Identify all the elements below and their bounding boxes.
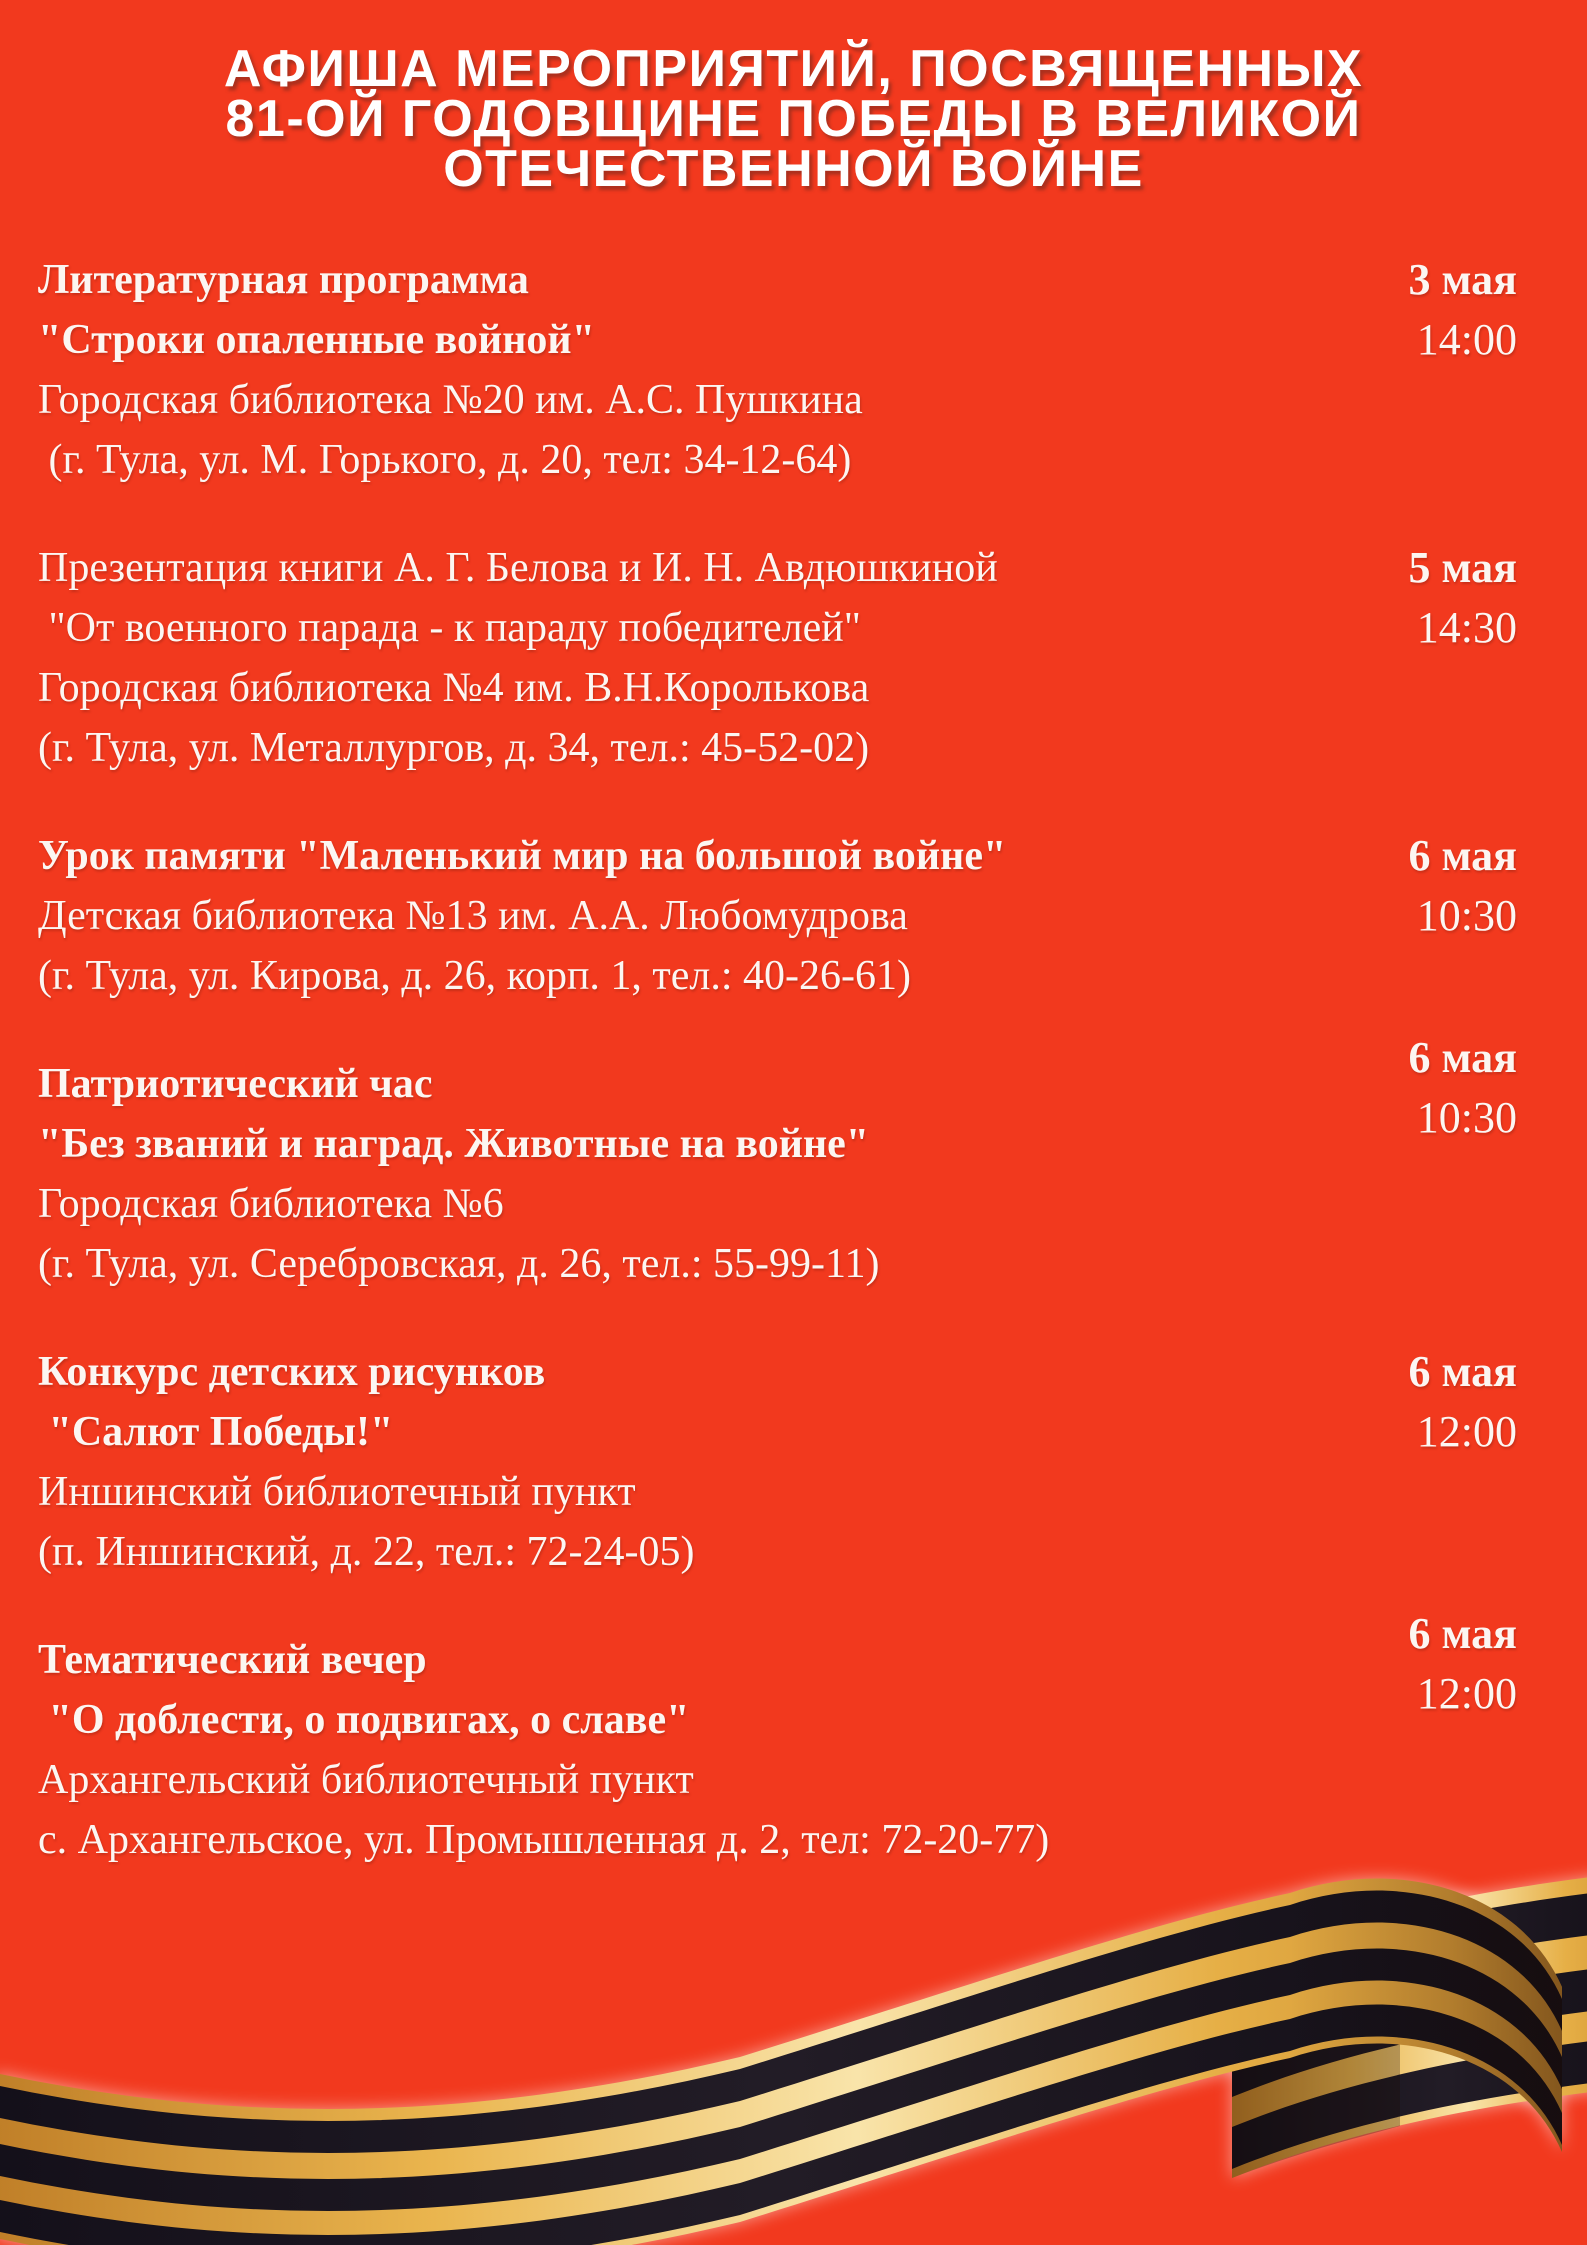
event-text: [38, 1054, 1379, 1294]
event-detail-line: Архангельский библиотечный пункт: [38, 1757, 694, 1803]
event-date: 6 мая: [1408, 1347, 1517, 1396]
ribbon-stripe: [0, 1891, 1562, 2153]
event-text: [38, 538, 1379, 778]
event-when: [1379, 1342, 1517, 1462]
event-when: [1379, 250, 1517, 370]
event-title-line: "Салют Победы!": [38, 1409, 394, 1455]
ribbon-stripe: [1290, 1879, 1562, 2152]
events-list: [0, 194, 1587, 1870]
ribbon-stripe: [1232, 1885, 1587, 2021]
event-row: [38, 250, 1517, 490]
ribbon-stripe: [1232, 1869, 1587, 2178]
ribbon-stripe: [0, 1879, 1562, 2245]
ribbon-stripe: [0, 2005, 1562, 2245]
event-title-line: "Без званий и наград. Животные на войне": [38, 1121, 870, 1167]
ribbon-stripe: [1232, 1869, 1587, 2178]
event-when: [1379, 1028, 1517, 1148]
event-detail-line: (г. Тула, ул. Кирова, д. 26, корп. 1, тел.: 40-26-61): [38, 953, 912, 999]
event-date: 3 мая: [1408, 255, 1517, 304]
event-detail-line: (г. Тула, ул. Серебровская, д. 26, тел.: 55-99-11): [38, 1241, 880, 1287]
event-title-line: "Строки опаленные войной": [38, 317, 595, 363]
ribbon-stripe: [1232, 2033, 1587, 2169]
event-when: [1379, 538, 1517, 658]
event-text: [38, 1630, 1379, 1870]
poster-title-line-3: ОТЕЧЕСТВЕННОЙ ВОЙНЕ: [443, 140, 1144, 198]
event-time: 14:30: [1416, 603, 1517, 652]
ribbon-stripe: [1232, 1911, 1400, 2178]
event-row: [38, 1342, 1517, 1582]
event-title-line: "О доблести, о подвигах, о славе": [38, 1697, 690, 1743]
event-when: [1379, 826, 1517, 946]
event-title-line: Патриотический час: [38, 1061, 433, 1107]
event-time: 10:30: [1416, 1093, 1517, 1142]
st-george-ribbon-svg: [0, 1845, 1587, 2245]
event-title-line: Урок памяти "Маленький мир на большой войне": [38, 833, 1007, 879]
poster-title: [0, 0, 1587, 198]
event-detail-line: Детская библиотека №13 им. А.А. Любомудрова: [38, 893, 908, 939]
event-detail-line: Городская библиотека №4 им. В.Н.Королькова: [38, 665, 870, 711]
poster-title-line-2: 81-ОЙ ГОДОВЩИНЕ ПОБЕДЫ В ВЕЛИКОЙ: [225, 90, 1362, 148]
event-title-line: "От военного парада - к параду победителей": [38, 605, 861, 651]
event-row: [38, 826, 1517, 1006]
event-title-line: Тематический вечер: [38, 1637, 427, 1683]
event-detail-line: Иншинский библиотечный пункт: [38, 1469, 636, 1515]
event-time: 14:00: [1416, 315, 1517, 364]
event-date: 6 мая: [1408, 831, 1517, 880]
event-time: 10:30: [1416, 891, 1517, 940]
event-text: [38, 1342, 1379, 1582]
event-time: 12:00: [1416, 1407, 1517, 1456]
event-date: 5 мая: [1408, 543, 1517, 592]
event-detail-line: (п. Иншинский, д. 22, тел.: 72-24-05): [38, 1529, 695, 1575]
event-date: 6 мая: [1408, 1033, 1517, 1082]
event-detail-line: (г. Тула, ул. М. Горького, д. 20, тел: 34-12-64): [38, 437, 852, 483]
event-row: [38, 1609, 1517, 1870]
event-date: 6 мая: [1408, 1609, 1517, 1658]
event-text: [38, 826, 1379, 1006]
event-title-line: Конкурс детских рисунков: [38, 1349, 546, 1395]
event-title-line: Литературная программа: [38, 257, 529, 303]
event-text: [38, 250, 1379, 490]
ribbon-stripe: [0, 1879, 1562, 2245]
event-detail-line: Городская библиотека №20 им. А.С. Пушкина: [38, 377, 863, 423]
event-when: [1379, 1604, 1517, 1724]
poster-title-line-1: АФИША МЕРОПРИЯТИЙ, ПОСВЯЩЕННЫХ: [223, 40, 1364, 98]
event-time: 12:00: [1416, 1669, 1517, 1718]
event-detail-line: с. Архангельское, ул. Промышленная д. 2, тел: 72-20-77): [38, 1817, 1050, 1863]
event-detail-line: (г. Тула, ул. Металлургов, д. 34, тел.: 45-52-02): [38, 725, 870, 771]
ribbon-stripe: [0, 1949, 1562, 2211]
event-title-line: Презентация книги А. Г. Белова и И. Н. Авдюшкиной: [38, 545, 998, 591]
event-row: [38, 538, 1517, 778]
event-detail-line: Городская библиотека №6: [38, 1181, 504, 1227]
event-row: [38, 1033, 1517, 1294]
st-george-ribbon: [0, 1845, 1587, 2245]
ribbon-stripe: [1232, 1961, 1587, 2097]
